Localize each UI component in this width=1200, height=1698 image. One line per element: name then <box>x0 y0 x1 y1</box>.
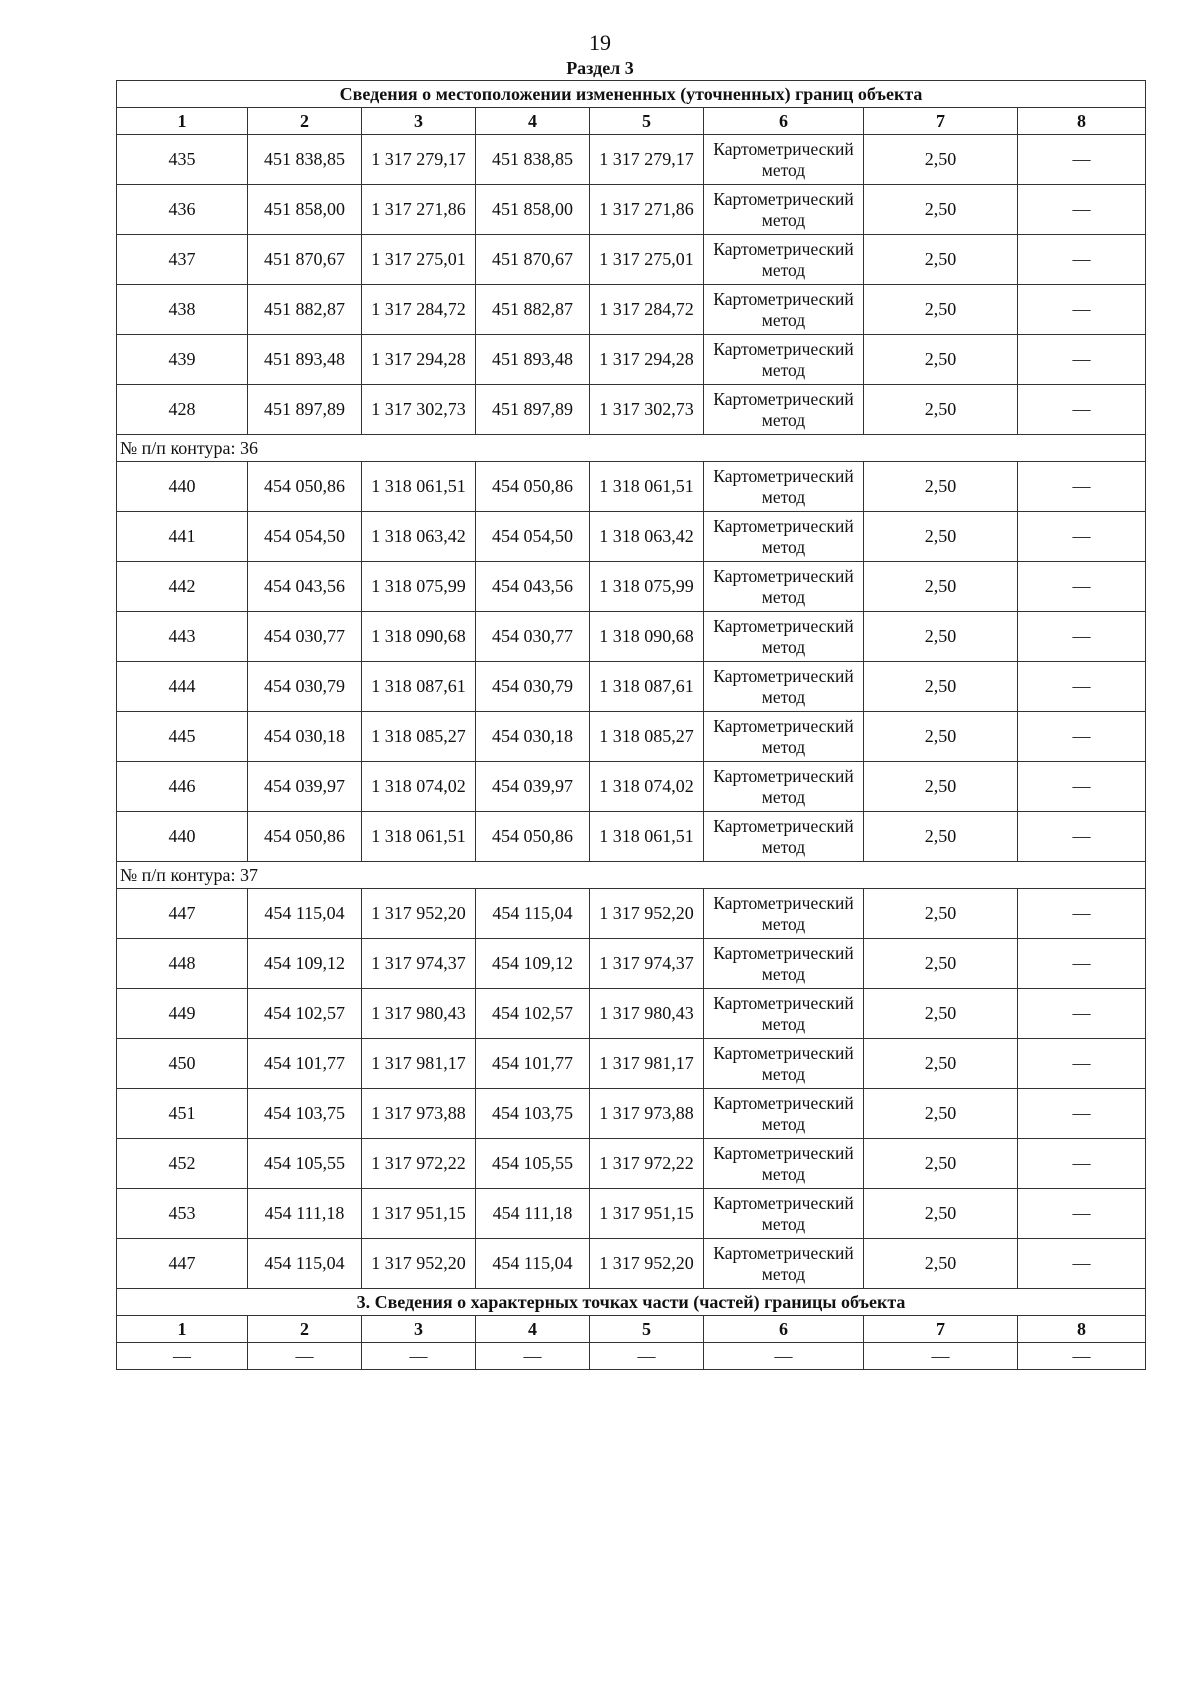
method-cell: Картометрический метод <box>704 889 864 939</box>
header-row <box>117 108 1146 135</box>
y-coordinate: 1 317 980,43 <box>362 989 476 1039</box>
x-coordinate-new: 454 105,55 <box>476 1139 590 1189</box>
x-coordinate-new: 454 043,56 <box>476 562 590 612</box>
x-coordinate: 451 893,48 <box>248 335 362 385</box>
point-number: 440 <box>117 462 248 512</box>
x-coordinate-new: 451 882,87 <box>476 285 590 335</box>
table-row <box>117 385 1146 435</box>
x-coordinate-new: 454 103,75 <box>476 1089 590 1139</box>
column-header: 3 <box>362 1316 476 1343</box>
x-coordinate-new: 454 102,57 <box>476 989 590 1039</box>
empty-cell: — <box>362 1343 476 1370</box>
x-coordinate-new: 454 050,86 <box>476 812 590 862</box>
description-cell: — <box>1018 939 1146 989</box>
method-cell: Картометрический метод <box>704 135 864 185</box>
description-cell: — <box>1018 385 1146 435</box>
x-coordinate: 454 054,50 <box>248 512 362 562</box>
table-row <box>117 562 1146 612</box>
y-coordinate-new: 1 317 952,20 <box>590 889 704 939</box>
table-title-row <box>117 81 1146 108</box>
y-coordinate: 1 317 302,73 <box>362 385 476 435</box>
description-cell: — <box>1018 462 1146 512</box>
empty-cell: — <box>590 1343 704 1370</box>
column-header: 7 <box>864 1316 1018 1343</box>
table-row <box>117 185 1146 235</box>
accuracy-cell: 2,50 <box>864 989 1018 1039</box>
x-coordinate: 454 111,18 <box>248 1189 362 1239</box>
point-number: 436 <box>117 185 248 235</box>
x-coordinate: 451 897,89 <box>248 385 362 435</box>
x-coordinate: 454 039,97 <box>248 762 362 812</box>
y-coordinate: 1 317 973,88 <box>362 1089 476 1139</box>
table-row <box>117 712 1146 762</box>
accuracy-cell: 2,50 <box>864 1039 1018 1089</box>
y-coordinate-new: 1 317 974,37 <box>590 939 704 989</box>
y-coordinate: 1 318 090,68 <box>362 612 476 662</box>
table-row <box>117 335 1146 385</box>
method-cell: Картометрический метод <box>704 335 864 385</box>
point-number: 438 <box>117 285 248 335</box>
y-coordinate-new: 1 318 061,51 <box>590 462 704 512</box>
description-cell: — <box>1018 1239 1146 1289</box>
accuracy-cell: 2,50 <box>864 562 1018 612</box>
description-cell: — <box>1018 612 1146 662</box>
point-number: 441 <box>117 512 248 562</box>
accuracy-cell: 2,50 <box>864 235 1018 285</box>
y-coordinate: 1 318 061,51 <box>362 812 476 862</box>
y-coordinate-new: 1 318 087,61 <box>590 662 704 712</box>
section3-title-row <box>117 1289 1146 1316</box>
description-cell: — <box>1018 1089 1146 1139</box>
table-row <box>117 462 1146 512</box>
y-coordinate-new: 1 317 302,73 <box>590 385 704 435</box>
y-coordinate: 1 317 271,86 <box>362 185 476 235</box>
x-coordinate-new: 454 050,86 <box>476 462 590 512</box>
table-row <box>117 612 1146 662</box>
x-coordinate-new: 454 101,77 <box>476 1039 590 1089</box>
column-header: 6 <box>704 1316 864 1343</box>
x-coordinate-new: 454 111,18 <box>476 1189 590 1239</box>
description-cell: — <box>1018 562 1146 612</box>
description-cell: — <box>1018 135 1146 185</box>
y-coordinate: 1 318 075,99 <box>362 562 476 612</box>
x-coordinate: 454 102,57 <box>248 989 362 1039</box>
column-header: 6 <box>704 108 864 135</box>
accuracy-cell: 2,50 <box>864 135 1018 185</box>
method-cell: Картометрический метод <box>704 989 864 1039</box>
y-coordinate: 1 317 284,72 <box>362 285 476 335</box>
x-coordinate: 454 103,75 <box>248 1089 362 1139</box>
x-coordinate-new: 451 870,67 <box>476 235 590 285</box>
method-cell: Картометрический метод <box>704 512 864 562</box>
y-coordinate: 1 317 294,28 <box>362 335 476 385</box>
y-coordinate-new: 1 317 271,86 <box>590 185 704 235</box>
table-row <box>117 512 1146 562</box>
point-number: 447 <box>117 889 248 939</box>
description-cell: — <box>1018 235 1146 285</box>
point-number: 439 <box>117 335 248 385</box>
y-coordinate-new: 1 317 279,17 <box>590 135 704 185</box>
y-coordinate: 1 317 981,17 <box>362 1039 476 1089</box>
section-label: Раздел 3 <box>566 58 634 78</box>
contour-row <box>117 435 1146 462</box>
method-cell: Картометрический метод <box>704 562 864 612</box>
y-coordinate-new: 1 317 275,01 <box>590 235 704 285</box>
y-coordinate: 1 317 972,22 <box>362 1139 476 1189</box>
accuracy-cell: 2,50 <box>864 335 1018 385</box>
description-cell: — <box>1018 512 1146 562</box>
x-coordinate-new: 454 039,97 <box>476 762 590 812</box>
point-number: 444 <box>117 662 248 712</box>
accuracy-cell: 2,50 <box>864 1189 1018 1239</box>
point-number: 452 <box>117 1139 248 1189</box>
point-number: 447 <box>117 1239 248 1289</box>
accuracy-cell: 2,50 <box>864 1139 1018 1189</box>
x-coordinate: 454 030,77 <box>248 612 362 662</box>
method-cell: Картометрический метод <box>704 939 864 989</box>
accuracy-cell: 2,50 <box>864 812 1018 862</box>
y-coordinate-new: 1 317 972,22 <box>590 1139 704 1189</box>
column-header: 2 <box>248 1316 362 1343</box>
table-title: Сведения о местоположении измененных (уточненных) границ объекта <box>117 81 1146 108</box>
section3-header-row <box>117 1316 1146 1343</box>
x-coordinate-new: 454 030,18 <box>476 712 590 762</box>
x-coordinate-new: 454 030,77 <box>476 612 590 662</box>
column-header: 8 <box>1018 1316 1146 1343</box>
method-cell: Картометрический метод <box>704 762 864 812</box>
x-coordinate: 451 882,87 <box>248 285 362 335</box>
x-coordinate: 454 043,56 <box>248 562 362 612</box>
point-number: 443 <box>117 612 248 662</box>
contour-row <box>117 862 1146 889</box>
table-row <box>117 285 1146 335</box>
description-cell: — <box>1018 762 1146 812</box>
y-coordinate: 1 317 279,17 <box>362 135 476 185</box>
y-coordinate-new: 1 318 074,02 <box>590 762 704 812</box>
point-number: 442 <box>117 562 248 612</box>
y-coordinate: 1 317 952,20 <box>362 1239 476 1289</box>
y-coordinate: 1 317 951,15 <box>362 1189 476 1239</box>
method-cell: Картометрический метод <box>704 812 864 862</box>
table-body <box>117 81 1146 1370</box>
contour-label: № п/п контура: 37 <box>117 862 1146 889</box>
y-coordinate: 1 318 074,02 <box>362 762 476 812</box>
description-cell: — <box>1018 712 1146 762</box>
accuracy-cell: 2,50 <box>864 185 1018 235</box>
description-cell: — <box>1018 662 1146 712</box>
table-row <box>117 889 1146 939</box>
description-cell: — <box>1018 335 1146 385</box>
x-coordinate-new: 451 838,85 <box>476 135 590 185</box>
x-coordinate: 454 030,18 <box>248 712 362 762</box>
empty-cell: — <box>704 1343 864 1370</box>
method-cell: Картометрический метод <box>704 1189 864 1239</box>
x-coordinate-new: 454 109,12 <box>476 939 590 989</box>
x-coordinate-new: 451 893,48 <box>476 335 590 385</box>
empty-cell: — <box>117 1343 248 1370</box>
column-header: 5 <box>590 108 704 135</box>
table-row <box>117 662 1146 712</box>
accuracy-cell: 2,50 <box>864 712 1018 762</box>
point-number: 453 <box>117 1189 248 1239</box>
method-cell: Картометрический метод <box>704 285 864 335</box>
point-number: 446 <box>117 762 248 812</box>
x-coordinate: 454 105,55 <box>248 1139 362 1189</box>
description-cell: — <box>1018 1139 1146 1189</box>
y-coordinate: 1 318 087,61 <box>362 662 476 712</box>
method-cell: Картометрический метод <box>704 712 864 762</box>
description-cell: — <box>1018 989 1146 1039</box>
x-coordinate: 454 109,12 <box>248 939 362 989</box>
method-cell: Картометрический метод <box>704 185 864 235</box>
y-coordinate-new: 1 317 952,20 <box>590 1239 704 1289</box>
column-header: 1 <box>117 1316 248 1343</box>
table-row <box>117 812 1146 862</box>
method-cell: Картометрический метод <box>704 1039 864 1089</box>
x-coordinate-new: 451 858,00 <box>476 185 590 235</box>
point-number: 445 <box>117 712 248 762</box>
point-number: 450 <box>117 1039 248 1089</box>
y-coordinate-new: 1 317 951,15 <box>590 1189 704 1239</box>
accuracy-cell: 2,50 <box>864 1089 1018 1139</box>
table-row <box>117 1039 1146 1089</box>
x-coordinate: 454 030,79 <box>248 662 362 712</box>
contour-label: № п/п контура: 36 <box>117 435 1146 462</box>
table-row <box>117 939 1146 989</box>
y-coordinate-new: 1 317 284,72 <box>590 285 704 335</box>
table-row <box>117 235 1146 285</box>
method-cell: Картометрический метод <box>704 612 864 662</box>
x-coordinate: 454 050,86 <box>248 462 362 512</box>
x-coordinate: 454 115,04 <box>248 1239 362 1289</box>
method-cell: Картометрический метод <box>704 1139 864 1189</box>
table-row <box>117 762 1146 812</box>
accuracy-cell: 2,50 <box>864 512 1018 562</box>
description-cell: — <box>1018 1189 1146 1239</box>
accuracy-cell: 2,50 <box>864 462 1018 512</box>
y-coordinate-new: 1 318 085,27 <box>590 712 704 762</box>
section3-title: 3. Сведения о характерных точках части (частей) границы объекта <box>117 1289 1146 1316</box>
column-header: 2 <box>248 108 362 135</box>
column-header: 8 <box>1018 108 1146 135</box>
y-coordinate: 1 317 952,20 <box>362 889 476 939</box>
y-coordinate-new: 1 318 075,99 <box>590 562 704 612</box>
x-coordinate: 451 838,85 <box>248 135 362 185</box>
point-number: 448 <box>117 939 248 989</box>
table-row <box>117 1139 1146 1189</box>
point-number: 451 <box>117 1089 248 1139</box>
method-cell: Картометрический метод <box>704 1239 864 1289</box>
table-row <box>117 1239 1146 1289</box>
y-coordinate-new: 1 318 090,68 <box>590 612 704 662</box>
description-cell: — <box>1018 812 1146 862</box>
accuracy-cell: 2,50 <box>864 762 1018 812</box>
x-coordinate-new: 454 030,79 <box>476 662 590 712</box>
y-coordinate-new: 1 317 294,28 <box>590 335 704 385</box>
y-coordinate-new: 1 317 980,43 <box>590 989 704 1039</box>
x-coordinate-new: 454 115,04 <box>476 1239 590 1289</box>
empty-cell: — <box>248 1343 362 1370</box>
y-coordinate-new: 1 317 981,17 <box>590 1039 704 1089</box>
column-header: 7 <box>864 108 1018 135</box>
method-cell: Картометрический метод <box>704 385 864 435</box>
point-number: 437 <box>117 235 248 285</box>
table-row <box>117 1089 1146 1139</box>
column-header: 1 <box>117 108 248 135</box>
column-header: 4 <box>476 1316 590 1343</box>
empty-cell: — <box>864 1343 1018 1370</box>
column-header: 5 <box>590 1316 704 1343</box>
description-cell: — <box>1018 185 1146 235</box>
y-coordinate-new: 1 318 061,51 <box>590 812 704 862</box>
y-coordinate-new: 1 317 973,88 <box>590 1089 704 1139</box>
y-coordinate: 1 317 275,01 <box>362 235 476 285</box>
description-cell: — <box>1018 889 1146 939</box>
y-coordinate: 1 318 061,51 <box>362 462 476 512</box>
description-cell: — <box>1018 1039 1146 1089</box>
table-row <box>117 1189 1146 1239</box>
x-coordinate: 454 101,77 <box>248 1039 362 1089</box>
x-coordinate: 451 858,00 <box>248 185 362 235</box>
method-cell: Картометрический метод <box>704 462 864 512</box>
accuracy-cell: 2,50 <box>864 285 1018 335</box>
description-cell: — <box>1018 285 1146 335</box>
accuracy-cell: 2,50 <box>864 939 1018 989</box>
x-coordinate: 451 870,67 <box>248 235 362 285</box>
x-coordinate-new: 451 897,89 <box>476 385 590 435</box>
accuracy-cell: 2,50 <box>864 385 1018 435</box>
x-coordinate-new: 454 054,50 <box>476 512 590 562</box>
point-number: 440 <box>117 812 248 862</box>
accuracy-cell: 2,50 <box>864 662 1018 712</box>
section3-empty-row <box>117 1343 1146 1370</box>
table-row <box>117 135 1146 185</box>
page-number: 19 <box>589 30 611 55</box>
method-cell: Картометрический метод <box>704 662 864 712</box>
accuracy-cell: 2,50 <box>864 612 1018 662</box>
y-coordinate: 1 318 085,27 <box>362 712 476 762</box>
y-coordinate: 1 318 063,42 <box>362 512 476 562</box>
coordinates-table <box>116 80 1146 1370</box>
column-header: 3 <box>362 108 476 135</box>
method-cell: Картометрический метод <box>704 1089 864 1139</box>
method-cell: Картометрический метод <box>704 235 864 285</box>
point-number: 449 <box>117 989 248 1039</box>
x-coordinate: 454 050,86 <box>248 812 362 862</box>
table-row <box>117 989 1146 1039</box>
empty-cell: — <box>476 1343 590 1370</box>
point-number: 428 <box>117 385 248 435</box>
point-number: 435 <box>117 135 248 185</box>
accuracy-cell: 2,50 <box>864 889 1018 939</box>
x-coordinate-new: 454 115,04 <box>476 889 590 939</box>
x-coordinate: 454 115,04 <box>248 889 362 939</box>
column-header: 4 <box>476 108 590 135</box>
accuracy-cell: 2,50 <box>864 1239 1018 1289</box>
empty-cell: — <box>1018 1343 1146 1370</box>
y-coordinate-new: 1 318 063,42 <box>590 512 704 562</box>
y-coordinate: 1 317 974,37 <box>362 939 476 989</box>
